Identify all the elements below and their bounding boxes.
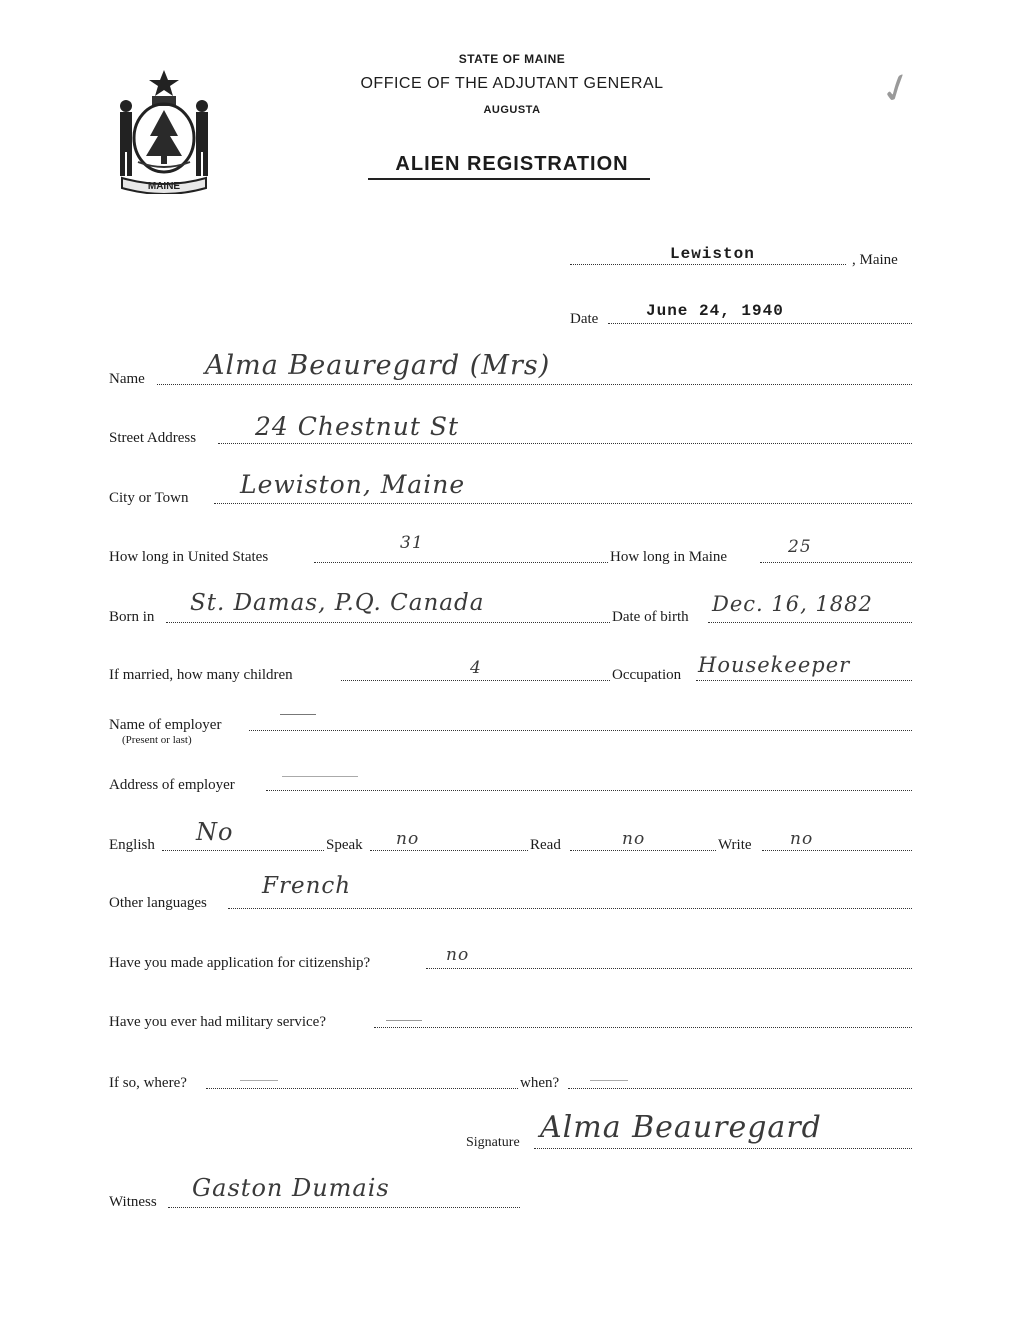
english-value: No bbox=[196, 818, 234, 846]
read-line bbox=[570, 850, 716, 851]
where-line bbox=[206, 1088, 518, 1089]
other-languages-label: Other languages bbox=[109, 895, 207, 911]
speak-label: Speak bbox=[326, 837, 363, 853]
when-line bbox=[568, 1088, 912, 1089]
military-label: Have you ever had military service? bbox=[109, 1014, 326, 1030]
when-label: when? bbox=[520, 1075, 560, 1091]
street-address-label: Street Address bbox=[109, 430, 197, 446]
name-value: Alma Beauregard (Mrs) bbox=[205, 350, 551, 381]
where-label: If so, where? bbox=[109, 1075, 187, 1091]
citizenship-line bbox=[426, 968, 912, 969]
header-city: AUGUSTA bbox=[483, 104, 541, 116]
occupation-label: Occupation bbox=[612, 667, 682, 683]
military-line bbox=[374, 1027, 912, 1028]
employer-name-label: Name of employer bbox=[109, 717, 222, 733]
write-label: Write bbox=[718, 837, 752, 853]
children-line bbox=[341, 680, 610, 681]
date-label: Date bbox=[570, 311, 599, 327]
occupation-value: Housekeeper bbox=[698, 653, 851, 677]
born-in-line bbox=[166, 622, 610, 623]
children-label: If married, how many children bbox=[109, 667, 293, 683]
employer-address-dash bbox=[282, 776, 358, 777]
employer-name-line bbox=[249, 730, 912, 731]
speak-value: no bbox=[396, 829, 420, 849]
how-long-us-value: 31 bbox=[400, 533, 424, 553]
header-office: OFFICE OF THE ADJUTANT GENERAL bbox=[360, 75, 664, 92]
name-label: Name bbox=[109, 371, 145, 387]
state-label: , Maine bbox=[852, 252, 898, 268]
date-line bbox=[608, 323, 912, 324]
born-in-value: St. Damas, P.Q. Canada bbox=[190, 590, 485, 616]
date-value: June 24, 1940 bbox=[646, 302, 784, 320]
street-address-value: 24 Chestnut St bbox=[255, 412, 460, 441]
witness-line bbox=[168, 1207, 520, 1208]
how-long-maine-value: 25 bbox=[788, 537, 812, 557]
children-value: 4 bbox=[470, 658, 482, 678]
speak-line bbox=[370, 850, 528, 851]
header-state: STATE OF MAINE bbox=[458, 52, 566, 66]
employer-address-label: Address of employer bbox=[109, 777, 235, 793]
city-label: City or Town bbox=[109, 490, 189, 506]
other-languages-value: French bbox=[262, 873, 352, 899]
signature-value: Alma Beauregard bbox=[540, 1110, 822, 1145]
how-long-us-line bbox=[314, 562, 608, 563]
born-in-label: Born in bbox=[109, 609, 155, 625]
date-of-birth-label: Date of birth bbox=[612, 609, 689, 625]
where-dash bbox=[240, 1080, 278, 1081]
signature-label: Signature bbox=[466, 1135, 520, 1150]
city-line bbox=[214, 503, 912, 504]
occupation-line bbox=[696, 680, 912, 681]
town-value: Lewiston bbox=[670, 245, 755, 263]
town-line bbox=[570, 264, 846, 265]
date-of-birth-line bbox=[708, 622, 912, 623]
state-seal-icon bbox=[112, 66, 216, 194]
name-line bbox=[157, 384, 912, 385]
read-label: Read bbox=[530, 837, 561, 853]
employer-name-dash bbox=[280, 714, 316, 715]
form-title: ALIEN REGISTRATION bbox=[395, 153, 629, 175]
other-languages-line bbox=[228, 908, 912, 909]
citizenship-value: no bbox=[446, 945, 470, 965]
witness-value: Gaston Dumais bbox=[192, 1174, 390, 1202]
witness-label: Witness bbox=[109, 1194, 157, 1210]
street-address-line bbox=[218, 443, 912, 444]
signature-line bbox=[534, 1148, 912, 1149]
city-value: Lewiston, Maine bbox=[240, 470, 466, 499]
read-value: no bbox=[622, 829, 646, 849]
seal-banner: MAINE bbox=[147, 181, 181, 192]
write-value: no bbox=[790, 829, 814, 849]
citizenship-label: Have you made application for citizenship? bbox=[109, 955, 371, 971]
check-mark-icon: ✓ bbox=[873, 61, 920, 117]
write-line bbox=[762, 850, 912, 851]
title-underline bbox=[368, 178, 650, 180]
how-long-maine-line bbox=[760, 562, 912, 563]
english-label: English bbox=[109, 837, 155, 853]
date-of-birth-value: Dec. 16, 1882 bbox=[712, 592, 873, 616]
employer-name-sublabel: (Present or last) bbox=[122, 734, 192, 746]
when-dash bbox=[590, 1080, 628, 1081]
how-long-us-label: How long in United States bbox=[109, 549, 269, 565]
military-dash bbox=[386, 1020, 422, 1021]
english-line bbox=[162, 850, 324, 851]
how-long-maine-label: How long in Maine bbox=[610, 549, 728, 565]
employer-address-line bbox=[266, 790, 912, 791]
